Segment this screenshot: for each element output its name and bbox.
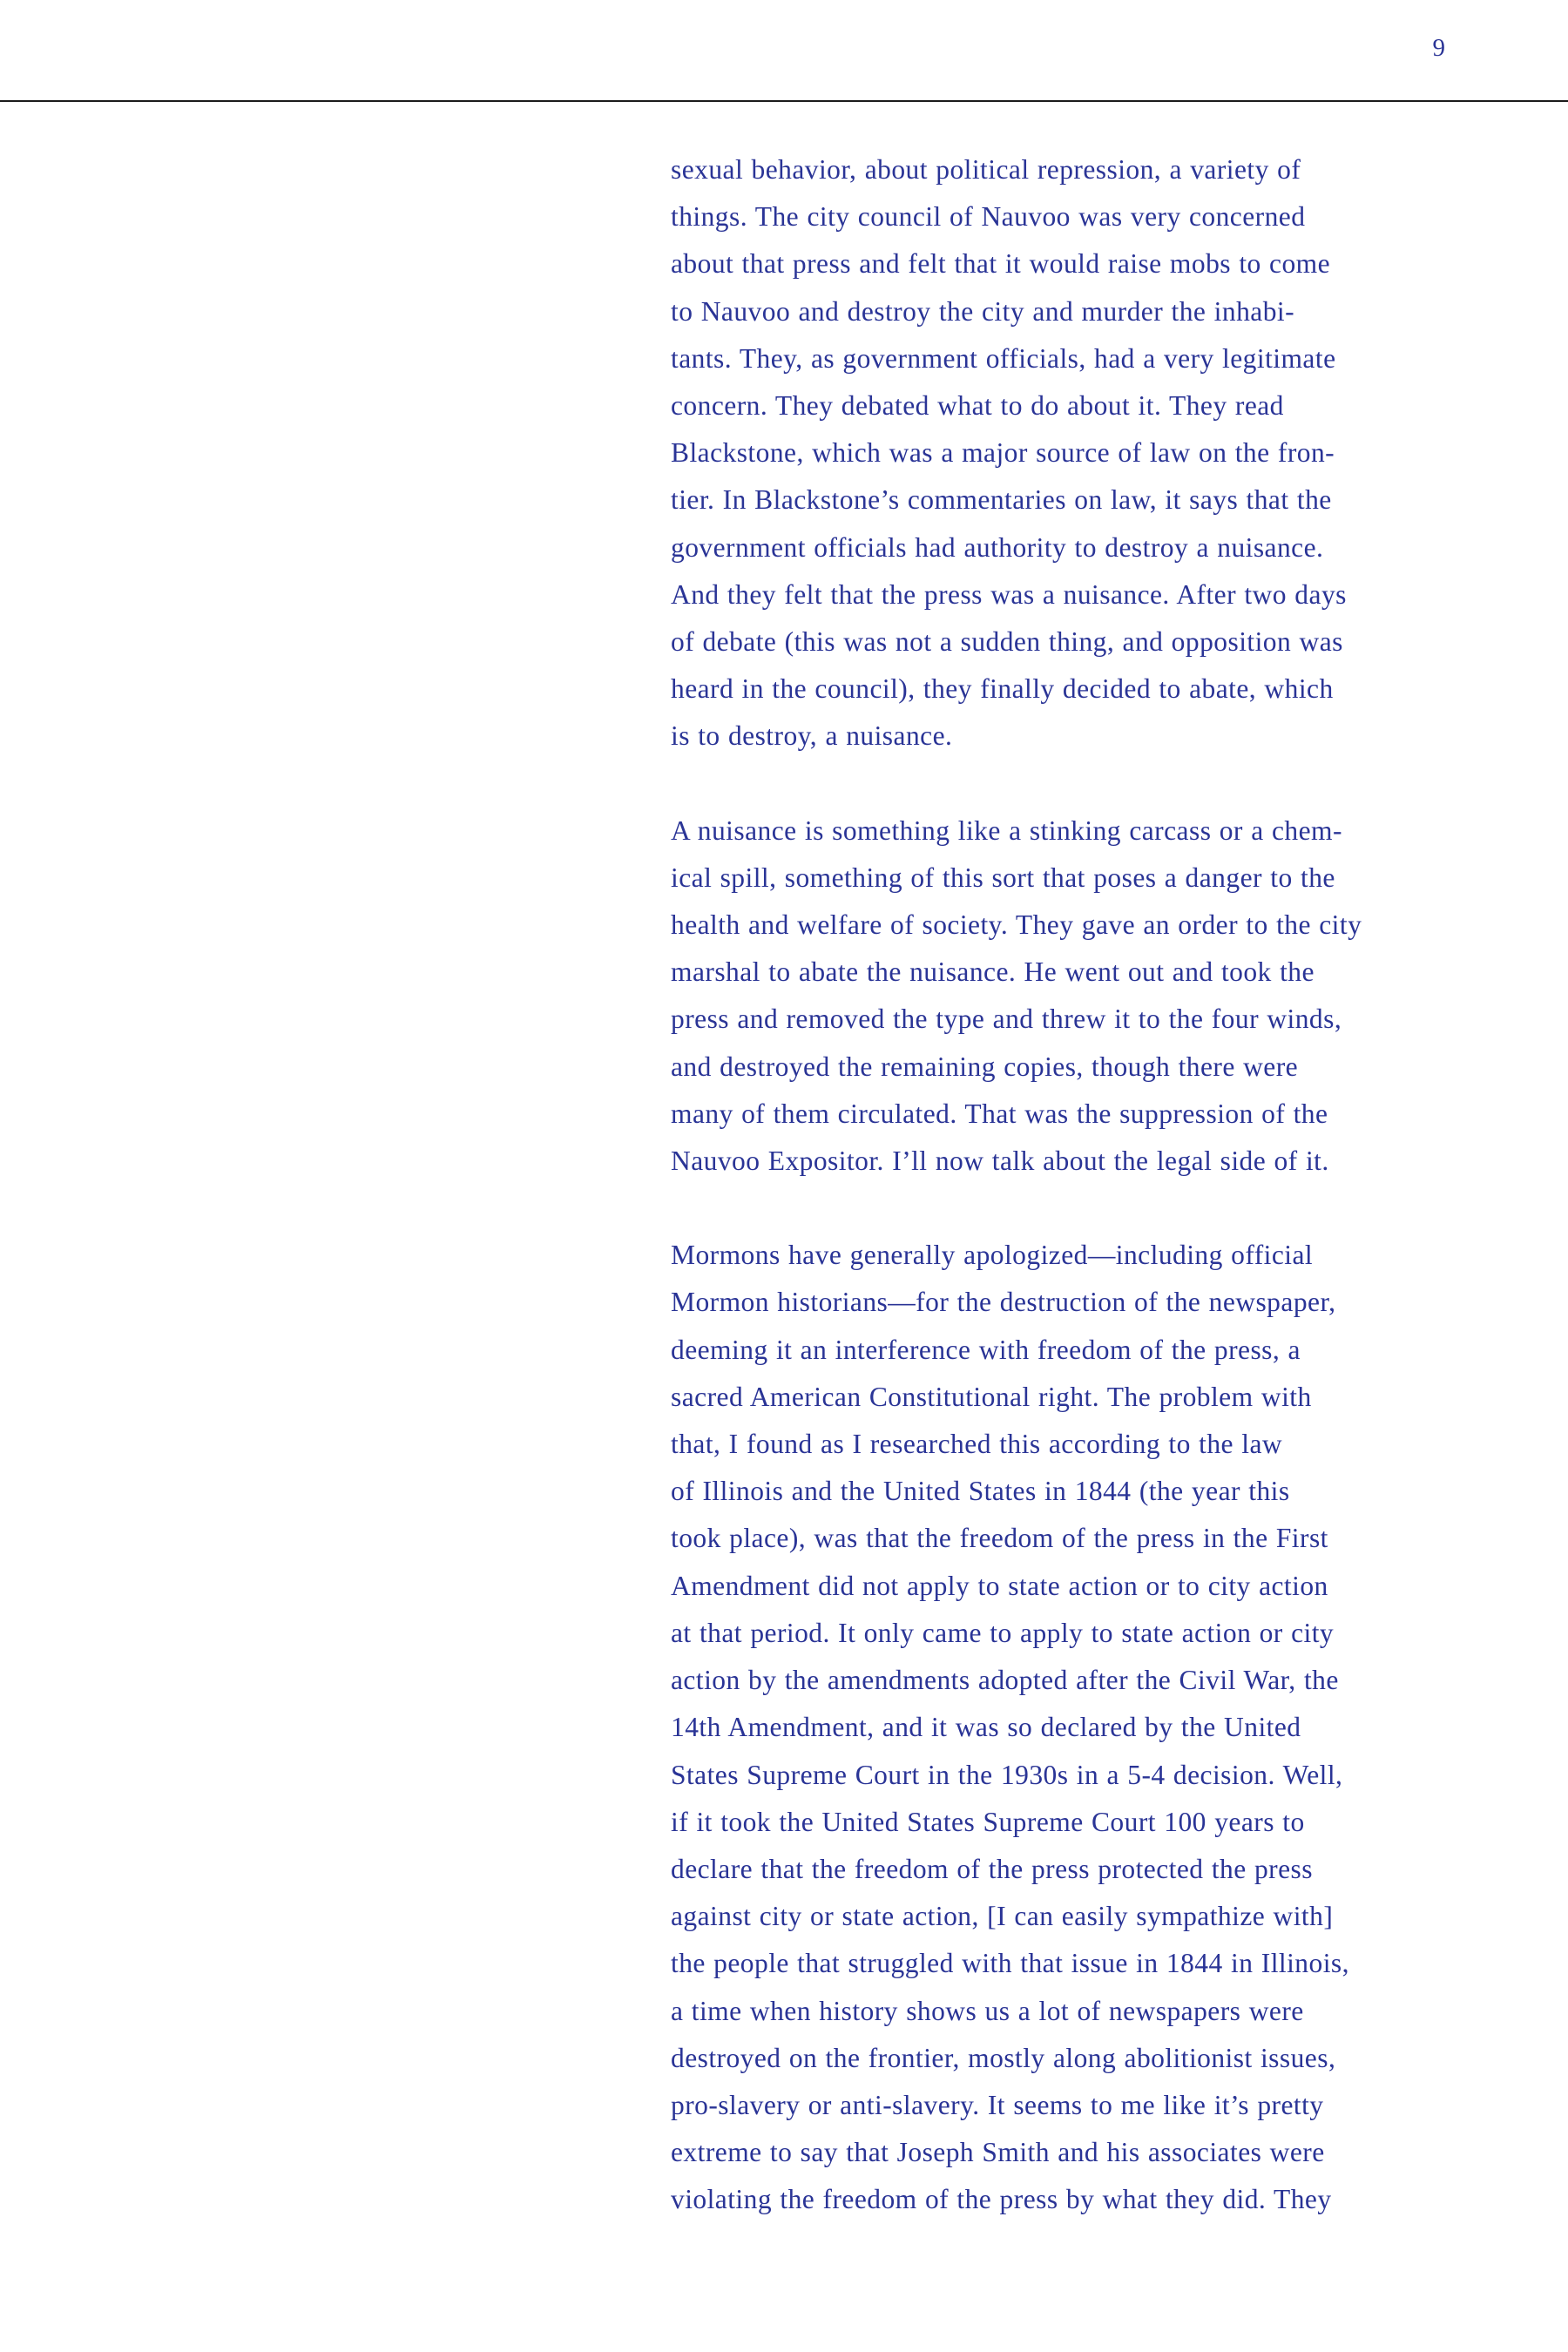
text-line: Nauvoo Expositor. I’ll now talk about the legal side of it.	[671, 1146, 1329, 1177]
paragraph-3	[671, 1232, 1429, 2223]
text-line: heard in the council), they finally decided to abate, which	[671, 673, 1334, 705]
text-line: destroyed on the frontier, mostly along abolitionist issues,	[671, 2042, 1336, 2073]
text-line: took place), was that the freedom of the press in the First	[671, 1523, 1328, 1554]
text-line: marshal to abate the nuisance. He went out and took the	[671, 956, 1315, 988]
text-line: if it took the United States Supreme Court 100 years to	[671, 1806, 1305, 1837]
text-line: sacred American Constitutional right. The problem with	[671, 1381, 1312, 1412]
text-line: is to destroy, a nuisance.	[671, 720, 953, 752]
text-line: declare that the freedom of the press protected the press	[671, 1853, 1313, 1884]
text-line: Blackstone, which was a major source of law on the fron-	[671, 437, 1335, 469]
text-line: tants. They, as government officials, had a very legitimate	[671, 342, 1336, 374]
text-line: sexual behavior, about political repression, a variety of	[671, 154, 1301, 185]
page-number: 9	[1432, 34, 1445, 62]
text-line: government officials had authority to destroy a nuisance.	[671, 531, 1324, 563]
text-line: 14th Amendment, and it was so declared by the United	[671, 1712, 1301, 1743]
text-line: health and welfare of society. They gave an order to the city	[671, 909, 1362, 941]
text-line: Amendment did not apply to state action or to city action	[671, 1570, 1328, 1601]
text-line: ical spill, something of this sort that poses a danger to the	[671, 862, 1335, 893]
text-line: action by the amendments adopted after the Civil War, the	[671, 1665, 1339, 1696]
paragraph-1	[671, 146, 1429, 760]
text-line: Mormons have generally apologized—including official	[671, 1240, 1314, 1271]
text-line: press and removed the type and threw it to the four winds,	[671, 1004, 1342, 1035]
text-line: Mormon historians—for the destruction of the newspaper,	[671, 1287, 1336, 1318]
text-line: pro-slavery or anti-slavery. It seems to me like it’s pretty	[671, 2089, 1324, 2120]
text-line: many of them circulated. That was the suppression of the	[671, 1098, 1328, 1129]
text-line: a time when history shows us a lot of newspapers were	[671, 1995, 1304, 2026]
text-line: of Illinois and the United States in 1844 (the year this	[671, 1476, 1290, 1507]
text-line: tier. In Blackstone’s commentaries on law, it says that the	[671, 484, 1332, 516]
text-column	[671, 146, 1429, 2271]
text-line: and destroyed the remaining copies, though there were	[671, 1051, 1299, 1082]
text-line: against city or state action, [I can easily sympathize with]	[671, 1901, 1334, 1932]
text-line: things. The city council of Nauvoo was very concerned	[671, 201, 1306, 233]
text-line: to Nauvoo and destroy the city and murder the inhabi-	[671, 295, 1295, 327]
text-line: extreme to say that Joseph Smith and his associates were	[671, 2137, 1325, 2168]
text-line: about that press and felt that it would raise mobs to come	[671, 248, 1331, 280]
paragraph-2	[671, 808, 1429, 1186]
text-line: of debate (this was not a sudden thing, and opposition was	[671, 626, 1343, 658]
text-line: that, I found as I researched this according to the law	[671, 1429, 1283, 1460]
text-line: A nuisance is something like a stinking carcass or a chem-	[671, 814, 1342, 846]
text-line: And they felt that the press was a nuisance. After two days	[671, 578, 1347, 610]
text-line: the people that struggled with that issue in 1844 in Illinois,	[671, 1948, 1349, 1979]
text-line: violating the freedom of the press by what they did. They	[671, 2184, 1332, 2215]
text-line: at that period. It only came to apply to state action or city	[671, 1617, 1335, 1648]
text-line: States Supreme Court in the 1930s in a 5-4 decision. Well,	[671, 1759, 1343, 1790]
text-line: deeming it an interference with freedom of the press, a	[671, 1334, 1301, 1365]
text-line: concern. They debated what to do about it. They read	[671, 390, 1284, 422]
header-rule	[0, 100, 1568, 102]
